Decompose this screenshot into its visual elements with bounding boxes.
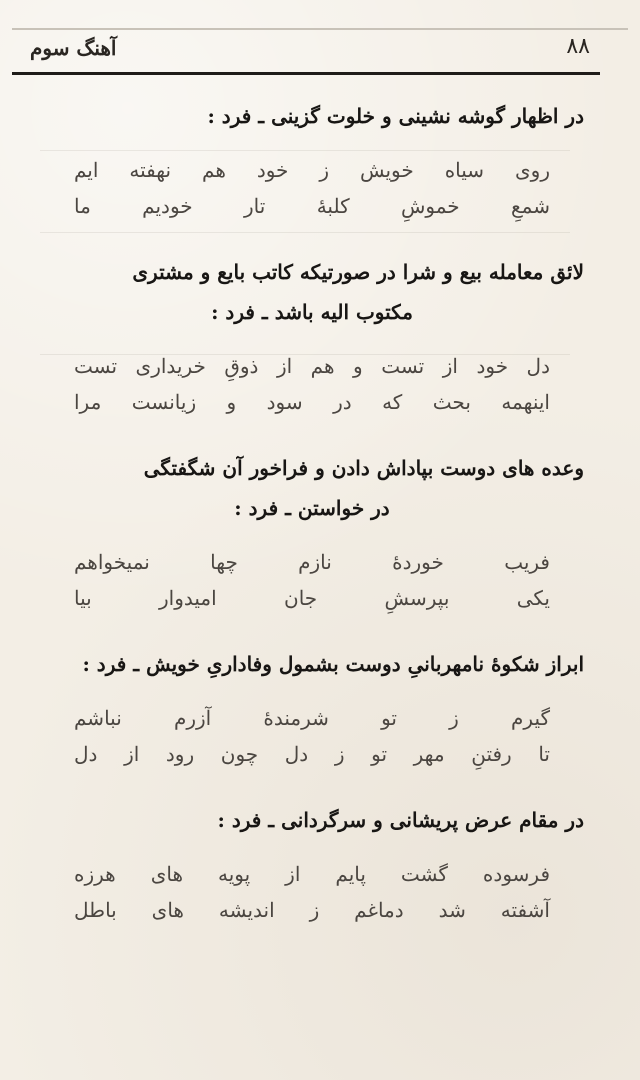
page-header <box>12 34 590 74</box>
section-heading-line2: مکتوب الیه باشد ـ فرد : <box>211 300 413 324</box>
verse-line: فرسوده گشت پایم از پویه های هرزه <box>74 862 550 886</box>
page-number: ۸۸ <box>566 34 590 59</box>
section-heading: در اظهار گوشه نشینی و خلوت گزینی ـ فرد : <box>207 104 584 128</box>
verse-line: روی سیاه خویش ز خود هم نهفته ایم <box>74 158 550 182</box>
section-distress <box>40 800 584 928</box>
section-heading: ابراز شکوهٔ نامهربانیِ دوست بشمول وفاداریِ خویش ـ فرد : <box>82 652 584 676</box>
running-head: آهنگ سوم <box>30 36 117 60</box>
top-border-line <box>12 28 628 30</box>
section-heading: وعده های دوست بپاداش دادن و فراخور آن شگفتگی <box>143 456 584 480</box>
section-promises <box>40 448 584 616</box>
section-heading: لائق معامله بیع و شرا در صورتیکه کاتب بایع و مشتری <box>132 260 584 284</box>
page-content <box>40 96 584 1040</box>
verse-line: یکی بپرسشِ جان امیدوار بیا <box>74 586 550 610</box>
verse-line: دل خود از تست و هم از ذوقِ خریداری تست <box>74 354 550 378</box>
verse-line: شمعِ خموشِ کلبهٔ تار خودیم ما <box>74 194 550 218</box>
section-trade <box>40 252 584 420</box>
section-heading: در مقام عرض پریشانی و سرگردانی ـ فرد : <box>217 808 584 832</box>
verse-line: گیرم ز تو شرمندهٔ آزرم نباشم <box>74 706 550 730</box>
verse-couplet <box>40 544 584 616</box>
section-complaint <box>40 644 584 772</box>
verse-couplet <box>40 348 584 420</box>
section-seclusion <box>40 96 584 224</box>
verse-couplet <box>40 152 584 224</box>
verse-line: فریب خوردهٔ نازم چها نمیخواهم <box>74 550 550 574</box>
verse-couplet <box>40 700 584 772</box>
verse-line: آشفته شد دماغم ز اندیشه های باطل <box>74 898 550 922</box>
verse-line: تا رفتنِ مهر تو ز دل چون رود از دل <box>74 742 550 766</box>
header-rule <box>12 72 600 75</box>
section-heading-line2: در خواستن ـ فرد : <box>234 496 390 520</box>
verse-line: اینهمه بحث که در سود و زیانست مرا <box>74 390 550 414</box>
verse-couplet <box>40 856 584 928</box>
